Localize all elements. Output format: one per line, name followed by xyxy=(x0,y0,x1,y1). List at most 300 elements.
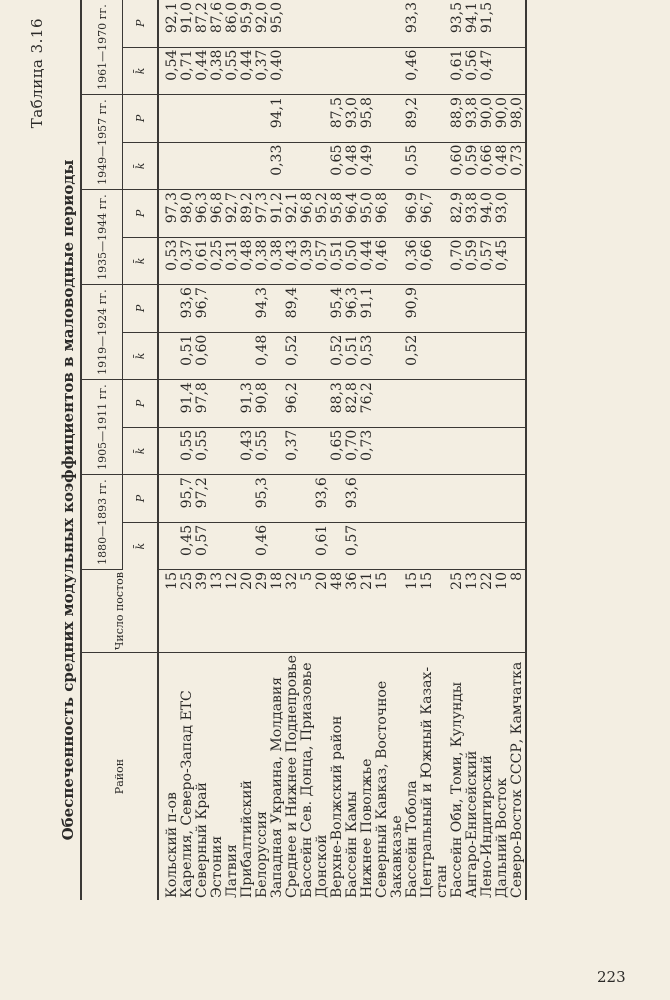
header-k: k̄ xyxy=(123,332,159,380)
table-row xyxy=(450,0,465,900)
k-value xyxy=(240,142,255,190)
p-value xyxy=(300,95,315,143)
p-value xyxy=(390,285,405,333)
header-p: P xyxy=(123,0,159,47)
p-value xyxy=(300,380,315,428)
region-name: Закавказье xyxy=(389,815,405,898)
p-value: 96,3 xyxy=(345,285,360,333)
p-value: 91,2 xyxy=(270,190,285,238)
region-name: Центральный и Южный Казах- xyxy=(419,666,435,898)
k-value xyxy=(225,142,240,190)
region-name: стан xyxy=(434,864,450,898)
p-value xyxy=(315,285,330,333)
p-value: 97,3 xyxy=(158,190,180,238)
k-value: 0,70 xyxy=(345,427,360,475)
table-row xyxy=(255,0,270,900)
table-number: Таблица 3.16 xyxy=(28,18,46,129)
p-value: 93,6 xyxy=(180,285,195,333)
k-value xyxy=(435,47,450,95)
k-value: 0,33 xyxy=(270,142,285,190)
k-value xyxy=(300,47,315,95)
p-value xyxy=(510,475,526,523)
station-count: 29 xyxy=(255,570,270,653)
p-value: 97,3 xyxy=(255,190,270,238)
p-value xyxy=(405,380,420,428)
header-k: k̄ xyxy=(123,47,159,95)
region-name: Бассейн Камы xyxy=(344,791,360,898)
k-value xyxy=(420,522,435,569)
k-value: 0,39 xyxy=(300,237,315,285)
k-value xyxy=(210,522,225,569)
p-value: 95,4 xyxy=(330,285,345,333)
region-name: Лено-Индигирский xyxy=(479,755,495,898)
p-value xyxy=(158,285,180,333)
header-k: k̄ xyxy=(133,542,147,550)
station-count: 13 xyxy=(210,570,225,653)
table-row xyxy=(330,0,345,900)
station-count: 15 xyxy=(405,570,420,653)
station-count: 15 xyxy=(420,570,435,653)
p-value: 91,5 xyxy=(480,0,495,47)
p-value xyxy=(465,380,480,428)
k-value: 0,43 xyxy=(285,237,300,285)
p-value xyxy=(315,380,330,428)
p-value xyxy=(345,0,360,47)
table-row xyxy=(240,0,255,900)
k-value: 0,57 xyxy=(345,522,360,569)
p-value: 95,7 xyxy=(180,475,195,523)
p-value xyxy=(330,0,345,47)
p-value: 96,4 xyxy=(345,190,360,238)
p-value: 90,0 xyxy=(495,95,510,143)
k-value xyxy=(300,332,315,380)
k-value: 0,31 xyxy=(225,237,240,285)
k-value xyxy=(435,427,450,475)
k-value xyxy=(405,427,420,475)
k-value: 0,55 xyxy=(255,427,270,475)
k-value: 0,57 xyxy=(315,237,330,285)
p-value: 93,6 xyxy=(345,475,360,523)
k-value xyxy=(420,47,435,95)
k-value: 0,48 xyxy=(495,142,510,190)
k-value: 0,73 xyxy=(360,427,375,475)
header-p: P xyxy=(123,475,159,523)
page-number: 223 xyxy=(597,968,626,986)
p-value: 93,3 xyxy=(405,0,420,47)
region-name: Северный Кавказ, Восточное xyxy=(374,680,390,898)
p-value xyxy=(495,0,510,47)
table-row xyxy=(360,0,375,900)
p-value xyxy=(435,0,450,47)
k-value: 0,38 xyxy=(270,237,285,285)
k-value: 0,44 xyxy=(240,47,255,95)
table-row xyxy=(390,0,405,900)
k-value xyxy=(285,522,300,569)
header-p: P xyxy=(123,380,159,428)
k-value xyxy=(465,522,480,569)
k-value: 0,57 xyxy=(480,237,495,285)
k-value xyxy=(450,427,465,475)
p-value: 96,8 xyxy=(375,190,390,238)
p-value xyxy=(285,95,300,143)
p-value xyxy=(240,285,255,333)
p-value: 98,0 xyxy=(510,95,526,143)
k-value xyxy=(510,47,526,95)
p-value xyxy=(435,285,450,333)
p-value: 96,2 xyxy=(285,380,300,428)
table-header xyxy=(81,0,158,900)
p-value xyxy=(270,285,285,333)
station-count: 10 xyxy=(495,570,510,653)
k-value: 0,43 xyxy=(240,427,255,475)
table-row xyxy=(435,0,450,900)
k-value xyxy=(210,427,225,475)
k-value: 0,52 xyxy=(330,332,345,380)
k-value xyxy=(435,332,450,380)
k-value: 0,48 xyxy=(240,237,255,285)
table-row xyxy=(345,0,360,900)
k-value xyxy=(255,142,270,190)
k-value: 0,49 xyxy=(360,142,375,190)
p-value xyxy=(210,380,225,428)
k-value xyxy=(315,47,330,95)
p-value: 92,7 xyxy=(225,190,240,238)
k-value xyxy=(420,332,435,380)
region-name: Среднее и Нижнее Поднепровье xyxy=(284,655,300,898)
k-value: 0,38 xyxy=(255,237,270,285)
k-value: 0,46 xyxy=(375,237,390,285)
k-value xyxy=(300,142,315,190)
p-value: 82,8 xyxy=(345,380,360,428)
p-value: 96,7 xyxy=(420,190,435,238)
k-value xyxy=(330,522,345,569)
p-value: 92,1 xyxy=(285,190,300,238)
region-name: Бассейн Сев. Донца, Приазовье xyxy=(299,662,315,898)
p-value: 95,3 xyxy=(255,475,270,523)
p-value xyxy=(270,475,285,523)
p-value: 96,8 xyxy=(300,190,315,238)
station-count: 20 xyxy=(315,570,330,653)
table-row xyxy=(210,0,225,900)
region-name: Северо-Восток СССР, Камчатка xyxy=(509,661,525,898)
p-value: 89,2 xyxy=(240,190,255,238)
k-value xyxy=(300,427,315,475)
p-value xyxy=(360,475,375,523)
table-row xyxy=(300,0,315,900)
p-value xyxy=(495,475,510,523)
k-value xyxy=(390,427,405,475)
k-value xyxy=(435,142,450,190)
k-value xyxy=(390,332,405,380)
p-value xyxy=(390,0,405,47)
k-value xyxy=(225,522,240,569)
k-value: 0,53 xyxy=(360,332,375,380)
p-value xyxy=(510,190,526,238)
k-value: 0,37 xyxy=(285,427,300,475)
region-name: Бассейн Тобола xyxy=(404,780,420,898)
p-value: 90,9 xyxy=(405,285,420,333)
k-value xyxy=(480,332,495,380)
k-value: 0,37 xyxy=(180,237,195,285)
p-value: 90,0 xyxy=(480,95,495,143)
p-value: 98,0 xyxy=(180,190,195,238)
p-value: 76,2 xyxy=(360,380,375,428)
header-p: P xyxy=(123,190,159,238)
region-name: Дальний Восток xyxy=(494,777,510,898)
p-value: 96,7 xyxy=(195,285,210,333)
p-value xyxy=(435,380,450,428)
k-value xyxy=(510,332,526,380)
k-value xyxy=(225,332,240,380)
p-value xyxy=(158,380,180,428)
p-value xyxy=(420,0,435,47)
k-value: 0,40 xyxy=(270,47,285,95)
region-name: Верхне-Волжский район xyxy=(329,715,345,898)
station-count: 22 xyxy=(480,570,495,653)
k-value xyxy=(375,427,390,475)
header-period: 1961—1970 гг. xyxy=(81,0,123,95)
table-row xyxy=(225,0,240,900)
k-value: 0,46 xyxy=(405,47,420,95)
header-stations: Число постов xyxy=(81,570,158,653)
p-value: 91,0 xyxy=(180,0,195,47)
region-name: Белоруссия xyxy=(254,811,270,898)
k-value xyxy=(495,522,510,569)
k-value xyxy=(210,142,225,190)
table-row xyxy=(195,0,210,900)
header-period: 1949—1957 гг. xyxy=(81,95,123,190)
p-value: 95,0 xyxy=(270,0,285,47)
p-value xyxy=(450,285,465,333)
k-value: 0,55 xyxy=(180,427,195,475)
k-value: 0,66 xyxy=(480,142,495,190)
data-table xyxy=(80,0,527,900)
p-value xyxy=(375,380,390,428)
station-count xyxy=(390,570,405,653)
p-value xyxy=(450,475,465,523)
p-value: 96,9 xyxy=(405,190,420,238)
k-value xyxy=(420,427,435,475)
region-name: Кольский п-ов xyxy=(164,792,180,898)
p-value: 93,5 xyxy=(450,0,465,47)
table-row xyxy=(495,0,510,900)
p-value: 95,0 xyxy=(360,190,375,238)
p-value: 95,9 xyxy=(240,0,255,47)
station-count: 25 xyxy=(180,570,195,653)
k-value: 0,61 xyxy=(315,522,330,569)
table-row xyxy=(405,0,420,900)
p-value: 88,9 xyxy=(450,95,465,143)
p-value xyxy=(405,475,420,523)
k-value xyxy=(300,522,315,569)
region-name: Нижнее Поволжье xyxy=(359,758,375,898)
k-value: 0,56 xyxy=(465,47,480,95)
header-period: 1935—1944 гг. xyxy=(81,190,123,285)
k-value xyxy=(225,427,240,475)
p-value xyxy=(510,0,526,47)
p-value xyxy=(285,0,300,47)
k-value: 0,50 xyxy=(345,237,360,285)
k-value xyxy=(270,427,285,475)
p-value: 94,1 xyxy=(465,0,480,47)
k-value: 0,55 xyxy=(195,427,210,475)
k-value xyxy=(375,142,390,190)
k-value xyxy=(270,332,285,380)
table-row xyxy=(420,0,435,900)
k-value xyxy=(315,427,330,475)
p-value xyxy=(270,380,285,428)
k-value: 0,53 xyxy=(158,237,180,285)
header-region: Район xyxy=(81,653,158,900)
k-value xyxy=(390,47,405,95)
p-value xyxy=(225,380,240,428)
p-value xyxy=(435,190,450,238)
p-value xyxy=(420,95,435,143)
station-count: 21 xyxy=(360,570,375,653)
p-value xyxy=(375,475,390,523)
p-value xyxy=(390,475,405,523)
p-value xyxy=(180,95,195,143)
p-value: 91,1 xyxy=(360,285,375,333)
p-value: 95,8 xyxy=(360,95,375,143)
region-name: Донской xyxy=(314,834,330,898)
station-count: 20 xyxy=(240,570,255,653)
p-value: 82,9 xyxy=(450,190,465,238)
station-count xyxy=(435,570,450,653)
p-value xyxy=(435,95,450,143)
k-value xyxy=(390,522,405,569)
p-value xyxy=(285,475,300,523)
k-value xyxy=(210,332,225,380)
k-value: 0,59 xyxy=(465,142,480,190)
k-value: 0,65 xyxy=(330,427,345,475)
header-k: k̄ xyxy=(123,427,159,475)
region-name: Северный Край xyxy=(194,782,210,898)
p-value xyxy=(390,95,405,143)
p-value xyxy=(210,285,225,333)
p-value: 96,3 xyxy=(195,190,210,238)
k-value xyxy=(420,142,435,190)
header-period: 1880—1893 гг. xyxy=(81,475,123,570)
k-value xyxy=(158,427,180,475)
k-value xyxy=(285,142,300,190)
p-value: 89,2 xyxy=(405,95,420,143)
station-count: 12 xyxy=(225,570,240,653)
p-value xyxy=(225,475,240,523)
k-value xyxy=(450,522,465,569)
p-value xyxy=(315,0,330,47)
p-value xyxy=(390,380,405,428)
k-value: 0,55 xyxy=(225,47,240,95)
k-value: 0,45 xyxy=(180,522,195,569)
k-value xyxy=(390,142,405,190)
k-value xyxy=(375,522,390,569)
p-value: 86,0 xyxy=(225,0,240,47)
k-value xyxy=(315,332,330,380)
p-value xyxy=(510,380,526,428)
k-value xyxy=(495,47,510,95)
p-value: 91,4 xyxy=(180,380,195,428)
p-value: 90,8 xyxy=(255,380,270,428)
k-value xyxy=(158,142,180,190)
p-value xyxy=(195,95,210,143)
p-value: 93,6 xyxy=(315,475,330,523)
k-value xyxy=(345,47,360,95)
p-value xyxy=(480,380,495,428)
k-value: 0,38 xyxy=(210,47,225,95)
p-value: 97,2 xyxy=(195,475,210,523)
station-count: 15 xyxy=(158,570,180,653)
k-value xyxy=(495,427,510,475)
table-row xyxy=(158,0,180,900)
k-value: 0,70 xyxy=(450,237,465,285)
k-value: 0,51 xyxy=(330,237,345,285)
k-value xyxy=(270,522,285,569)
p-value: 87,2 xyxy=(195,0,210,47)
p-value xyxy=(315,95,330,143)
k-value xyxy=(330,47,345,95)
p-value: 88,3 xyxy=(330,380,345,428)
p-value xyxy=(225,95,240,143)
header-period: 1905—1911 гг. xyxy=(81,380,123,475)
station-count: 48 xyxy=(330,570,345,653)
p-value xyxy=(420,475,435,523)
p-value xyxy=(375,0,390,47)
k-value xyxy=(510,237,526,285)
station-count: 25 xyxy=(450,570,465,653)
p-value: 92,1 xyxy=(158,0,180,47)
k-value xyxy=(180,142,195,190)
k-value xyxy=(510,427,526,475)
k-value xyxy=(465,332,480,380)
p-value xyxy=(158,475,180,523)
k-value: 0,48 xyxy=(255,332,270,380)
p-value xyxy=(240,475,255,523)
p-value: 93,8 xyxy=(465,190,480,238)
p-value: 95,8 xyxy=(330,190,345,238)
p-value xyxy=(495,380,510,428)
table-row xyxy=(315,0,330,900)
k-value: 0,36 xyxy=(405,237,420,285)
p-value: 96,8 xyxy=(210,190,225,238)
table-row xyxy=(465,0,480,900)
k-value xyxy=(510,522,526,569)
p-value: 89,4 xyxy=(285,285,300,333)
k-value: 0,59 xyxy=(465,237,480,285)
k-value xyxy=(240,332,255,380)
k-value xyxy=(480,427,495,475)
header-k: k̄ xyxy=(123,142,159,190)
p-value: 97,8 xyxy=(195,380,210,428)
p-value xyxy=(360,0,375,47)
k-value: 0,65 xyxy=(330,142,345,190)
p-value xyxy=(158,95,180,143)
p-value xyxy=(390,190,405,238)
k-value xyxy=(390,237,405,285)
p-value: 87,6 xyxy=(210,0,225,47)
k-value xyxy=(495,332,510,380)
k-value: 0,51 xyxy=(345,332,360,380)
k-value: 0,73 xyxy=(510,142,526,190)
k-value xyxy=(435,522,450,569)
k-value: 0,55 xyxy=(405,142,420,190)
station-count: 36 xyxy=(345,570,360,653)
station-count: 13 xyxy=(465,570,480,653)
k-value xyxy=(285,47,300,95)
table-row xyxy=(285,0,300,900)
p-value xyxy=(450,380,465,428)
header-p: P xyxy=(123,285,159,333)
